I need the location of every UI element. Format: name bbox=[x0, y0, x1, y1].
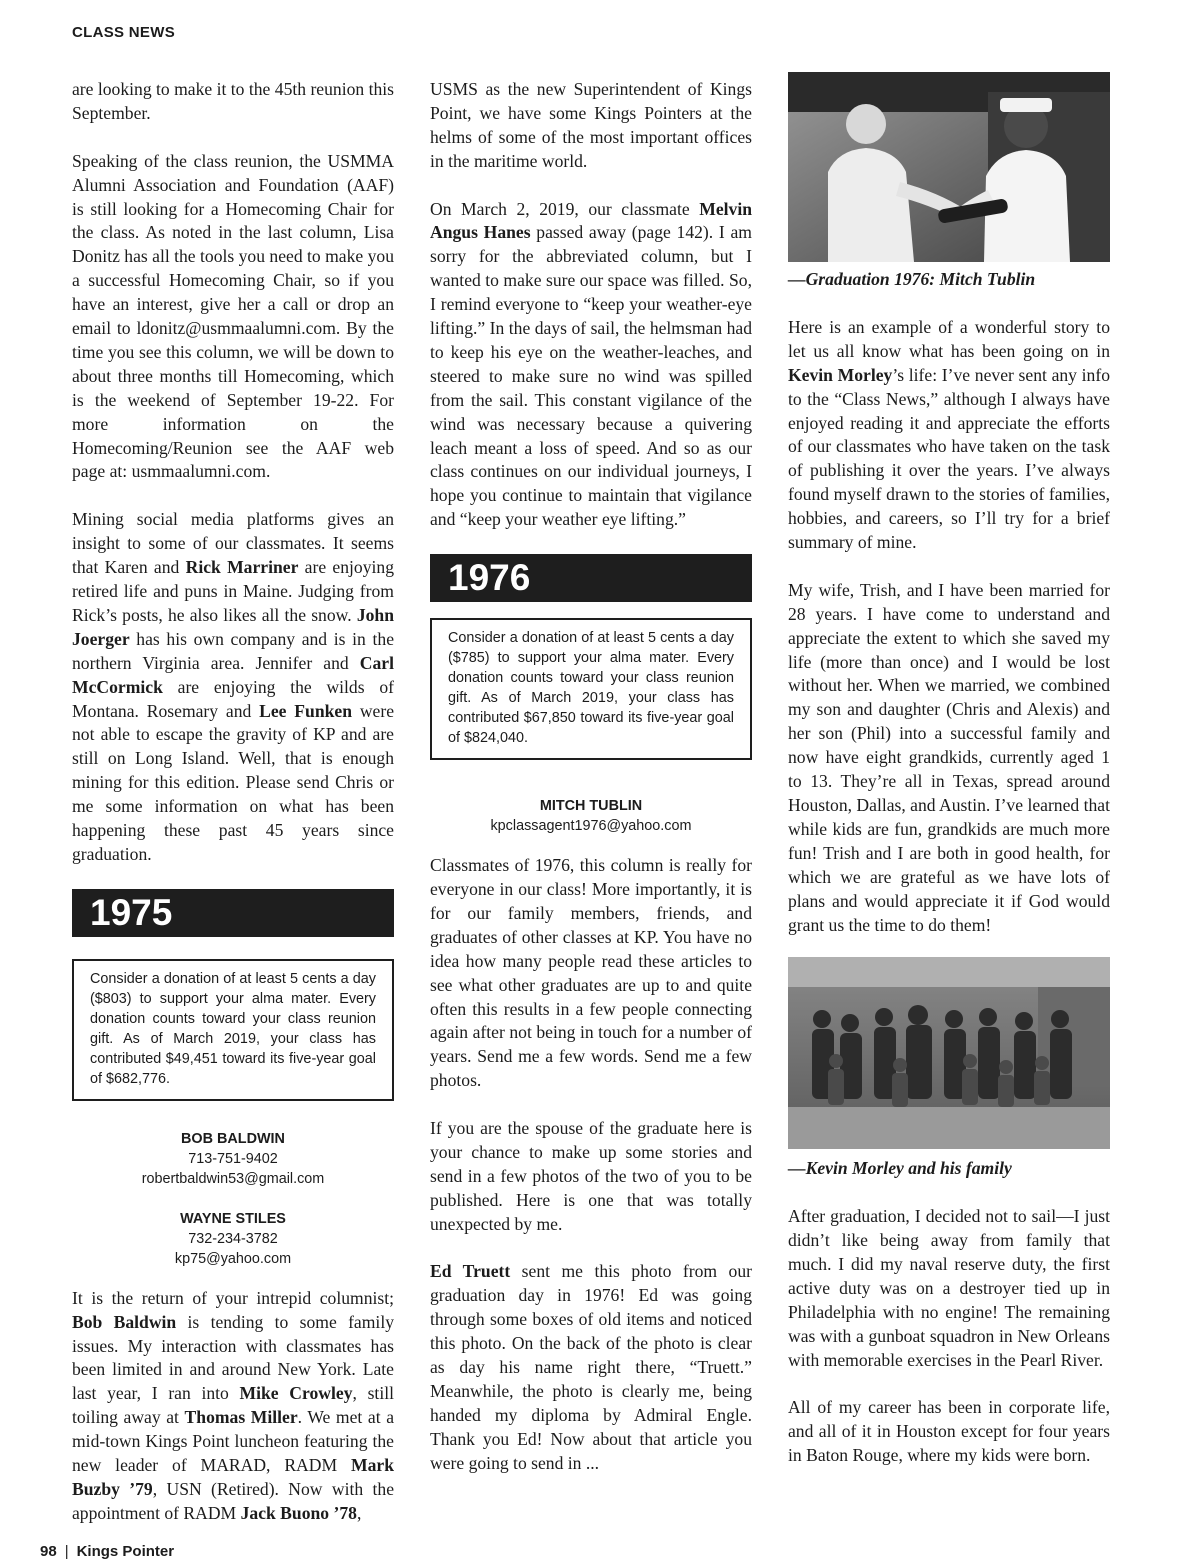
classmate-name: Bob Baldwin bbox=[72, 1311, 177, 1332]
contact-phone: 732-234-3782 bbox=[188, 1230, 278, 1247]
classmate-name: Melvin Angus Hanes bbox=[430, 198, 752, 243]
paragraph: It is the return of your intrepid columnist; Bob Baldwin is tending to some family issues. My interaction with classmates has been limited in and around New York. Late last year, I ran into Mike Crowley, still toiling away at Thomas Miller. We met at a mid-town Kings Point luncheon featuring the new leader of MARAD, RADM Mark Buzby ’79, USN (Retired). Now with the appointment of RADM Jack Buono ’78, bbox=[72, 1287, 395, 1523]
paragraph: After graduation, I decided not to sail—I just didn’t like being away from family that much. I did my naval reserve duty, the first active duty was on a destroyer tied up in Philadelphia with no engine! The remaining was with a gunboat squadron in New Orleans with memorable exercises in the Pearl River. bbox=[788, 1206, 1110, 1370]
classmate-name: Carl McCormick bbox=[72, 652, 394, 697]
paragraph: Mining social media platforms gives an insight to some of our classmates. It seems that Karen and Rick Marriner are enjoying retired life and puns in Maine. Judging from Rick’s posts, he also likes all the snow. John Joerger has his own company and is in the northern Virginia area. Jennifer and Carl McCormick are enjoying the wilds of Montana. Rosemary and Lee Funken were not able to escape the gravity of KP and are still on Long Island. Well, that is enough mining for this edition. Please send Chris or me some information on what has been happening these past 45 years since graduation. bbox=[72, 509, 394, 864]
column-1 bbox=[72, 78, 394, 1526]
contact-name: WAYNE STILES bbox=[180, 1210, 286, 1227]
classmate-name: Ed Truett bbox=[430, 1261, 511, 1282]
contact-block bbox=[72, 1129, 394, 1189]
contact-phone: 713-751-9402 bbox=[188, 1150, 278, 1167]
classmate-name: Lee Funken bbox=[259, 700, 352, 721]
classmate-name: Kevin Morley bbox=[788, 364, 893, 385]
contact-block bbox=[72, 1209, 394, 1269]
classmate-name: Mark Buzby ’79 bbox=[72, 1455, 394, 1500]
photo-caption: —Kevin Morley and his family bbox=[788, 1158, 1012, 1179]
column-3 bbox=[788, 72, 1110, 1468]
classmate-name: John Joerger bbox=[72, 604, 394, 649]
classmate-name: Jack Buono ’78 bbox=[240, 1502, 357, 1523]
paragraph: Ed Truett sent me this photo from our graduation day in 1976! Ed was going through some boxes of old items and noticed this photo. On the back of the photo is clear as day his name right there, “Truett.” Meanwhile, the photo is clearly me, being handed my diploma by Admiral Engle. Thank you Ed! Now about that article you were going to send in ... bbox=[430, 1261, 752, 1473]
class-year-banner: 1975 bbox=[72, 889, 394, 937]
contact-name: BOB BALDWIN bbox=[181, 1130, 285, 1147]
photo-caption: —Graduation 1976: Mitch Tublin bbox=[788, 269, 1036, 289]
contact-email[interactable]: kp75@yahoo.com bbox=[174, 1250, 292, 1267]
graduation-photo-image bbox=[788, 72, 1110, 262]
paragraph: Classmates of 1976, this column is really for everyone in our class! More importantly, it is for our family members, friends, and graduates of other classes at KP. You have no idea how many people read these articles to see what other graduates are up to and quite often this results in a few people connecting again after not being in touch for a number of years. Send me a few words. Send me a few photos. bbox=[430, 855, 752, 1091]
page-footer bbox=[40, 1543, 174, 1560]
paragraph: Speaking of the class reunion, the USMMA Alumni Association and Foundation (AAF) is still looking for a Homecoming Chair for the class. As noted in the last column, Lisa Donitz has all the tools you need to make you a successful Homecoming Chair, so if you have an interest, give her a call or drop an email to ldonitz@usmmaalumni.com. By the time you see this column, we will be down to about three months till Homecoming, which is the weekend of September 19-22. For more information on the Homecoming/Reunion see the AAF web page at: usmmaalumni.com. bbox=[72, 150, 394, 482]
page-number: 98 bbox=[40, 1543, 57, 1560]
paragraph: My wife, Trish, and I have been married for 28 years. I have come to understand and appreciate the extent to which she saved my life (more than once) and I would be lost without her. When we married, we combined my son and daughter (Chris and Alexis) and her son (Phil) into a successful family and now have eight grandkids, currently aged 1 to 13. They’re all in Texas, spread around Houston, Dallas, and Austin. I’ve learned that while kids are fun, grandkids are much more fun! Trish and I are both in good health, for which we are grateful as we have lots of plans and would appreciate it if God would grant us the time to do them! bbox=[788, 579, 1110, 935]
classmate-name: Thomas Miller bbox=[184, 1407, 298, 1428]
section-header: CLASS NEWS bbox=[72, 24, 176, 41]
donation-box: Consider a donation of at least 5 cents a day ($803) to support your alma mater. Every donation counts toward your class reunion gift. As of March 2019, your class has contributed $49,451 toward its five-year goal of $682,776. bbox=[72, 959, 394, 1101]
contact-block bbox=[430, 796, 752, 836]
classmate-name: Rick Marriner bbox=[185, 557, 299, 578]
contact-email[interactable]: kpclassagent1976@yahoo.com bbox=[490, 818, 692, 835]
family-photo-image bbox=[788, 957, 1110, 1149]
class-year-banner: 1976 bbox=[430, 554, 752, 602]
publication-name: Kings Pointer bbox=[76, 1543, 175, 1560]
classmate-name: Mike Crowley bbox=[239, 1383, 353, 1404]
footer-separator: | bbox=[64, 1543, 69, 1560]
contact-email[interactable]: robertbaldwin53@gmail.com bbox=[141, 1170, 325, 1187]
paragraph: If you are the spouse of the graduate here is your chance to make up some stories and send in a few photos of the two of you to be published. Here is one that was totally unexpected by me. bbox=[430, 1118, 752, 1234]
paragraph: are looking to make it to the 45th reunion this September. bbox=[72, 79, 395, 123]
column-2 bbox=[430, 78, 752, 1476]
graduation-photo bbox=[788, 72, 1110, 262]
family-photo bbox=[788, 957, 1110, 1149]
paragraph: USMS as the new Superintendent of Kings Point, we have some Kings Pointers at the helms of some of the most important offices in the maritime world. bbox=[430, 79, 752, 171]
paragraph: Here is an example of a wonderful story to let us all know what has been going on in Kevin Morley’s life: I’ve never sent any info to the “Class News,” although I always have enjoyed reading it and appreciate the efforts of our classmates who have taken on the task of publishing it over the years. I’ve always found myself drawn to the stories of families, hobbies, and careers, so I’ll try for a brief summary of mine. bbox=[788, 316, 1110, 553]
paragraph: All of my career has been in corporate life, and all of it in Houston except for four years in Baton Rouge, where my kids were born. bbox=[788, 1397, 1110, 1466]
contact-name: MITCH TUBLIN bbox=[539, 798, 643, 815]
donation-box: Consider a donation of at least 5 cents a day ($785) to support your alma mater. Every donation counts toward your class reunion gift. As of March 2019, your class has contributed $67,850 toward its five-year goal of $824,040. bbox=[430, 618, 752, 760]
paragraph: On March 2, 2019, our classmate Melvin Angus Hanes passed away (page 142). I am sorry for the abbreviated column, but I wanted to make sure our space was filled. So, I remind everyone to “keep your weather-eye lifting.” In the days of sail, the helmsman had to keep his eye on the weather-leaches, and steered to make sure no wind was spilled from the sail. This constant vigilance of the wind was necessary because a quivering leach meant a loss of speed. And so as our class continues on our individual journeys, I hope you continue to maintain that vigilance and “keep your weather eye lifting.” bbox=[430, 198, 752, 530]
